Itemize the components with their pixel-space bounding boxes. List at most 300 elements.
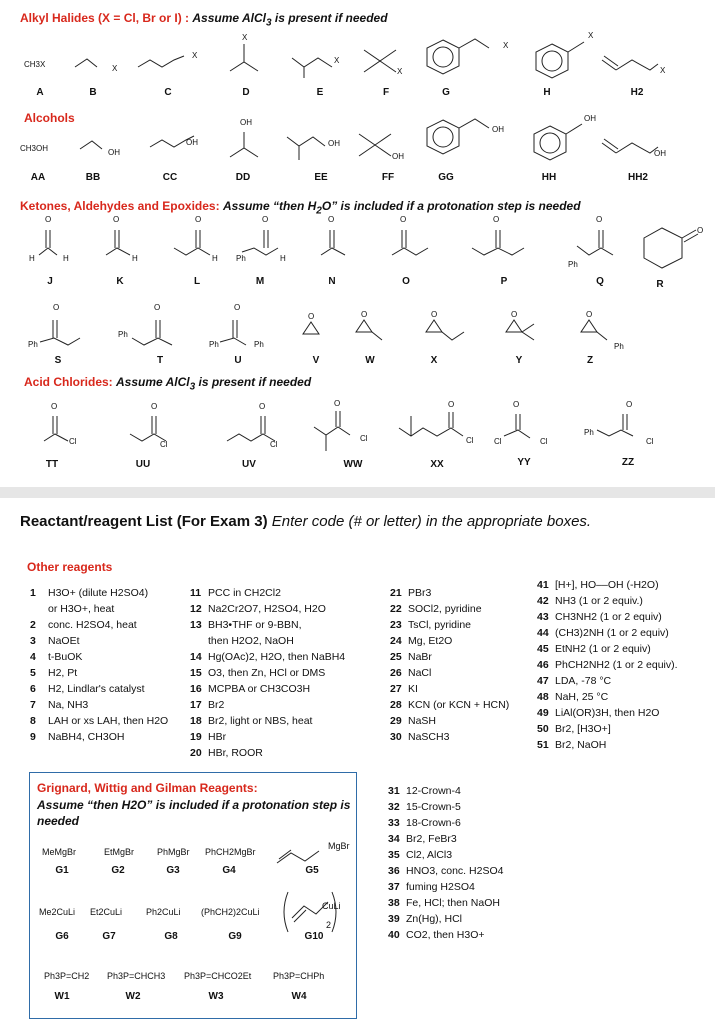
reagent-number: 34	[388, 833, 400, 845]
reagent-text: KCN (or KCN + HCN)	[408, 699, 510, 711]
reagent-item	[190, 633, 345, 649]
reagent-meMgBr: MeMgBr	[42, 847, 77, 857]
reagent-text: t-BuOK	[48, 651, 83, 663]
structure-dd	[228, 124, 268, 164]
reagent-item	[537, 689, 678, 705]
structure-b	[75, 55, 125, 75]
reagent-number: 39	[388, 913, 400, 925]
code-g9: G9	[228, 931, 242, 942]
reagent-text: CH3NH2 (1 or 2 equiv)	[555, 611, 662, 623]
acid-chlorides-heading: Acid Chlorides: Assume AlCl$_3$ is present if needed	[24, 375, 312, 393]
reagent-text: TsCl, pyridine	[408, 619, 472, 631]
structure-allyl-mgbr	[275, 845, 335, 867]
atom-o: O	[400, 215, 407, 224]
label-o: O	[402, 276, 410, 287]
reagent-item	[537, 673, 678, 689]
reagent-text: Br2, light or NBS, heat	[208, 715, 313, 727]
reagent-item	[190, 681, 345, 697]
reagent-text: Br2, FeBr3	[406, 833, 457, 845]
code-w3: W3	[208, 991, 224, 1002]
reagent-number: 14	[190, 651, 202, 663]
reagent-text: Br2	[208, 699, 225, 711]
atom-x: X	[503, 41, 509, 50]
reagent-number: 3	[30, 635, 36, 647]
reagent-number: 37	[388, 881, 400, 893]
atom-cl: Cl	[160, 440, 168, 449]
reagent-number: 2	[30, 619, 36, 631]
structure-n	[317, 222, 357, 262]
label-f: F	[382, 87, 390, 98]
reagent-item	[30, 713, 168, 729]
reagent-item	[190, 601, 345, 617]
reagent-text: NaBr	[408, 651, 432, 663]
reagent-item	[390, 601, 509, 617]
structure-g	[423, 32, 513, 82]
atom-o: O	[45, 215, 52, 224]
structure-uu	[128, 408, 178, 448]
label-k: K	[116, 276, 124, 287]
code-g10: G10	[304, 931, 324, 942]
reagent-item	[390, 665, 509, 681]
reagent-number: 9	[30, 731, 36, 743]
reagent-text: PCC in CH2Cl2	[208, 587, 281, 599]
label-yy: YY	[517, 457, 531, 468]
reagent-item	[30, 729, 168, 745]
grignard-wittig-gilman-box	[29, 772, 357, 1019]
reagent-item	[388, 847, 503, 863]
reagent-column-3	[390, 585, 509, 745]
reagent-number: 46	[537, 659, 549, 671]
code-w4: W4	[291, 991, 307, 1002]
reagent-number: 27	[390, 683, 402, 695]
reagent-item	[537, 721, 678, 737]
reagent-text: NaBH4, CH3OH	[48, 731, 125, 743]
structure-o	[390, 222, 440, 262]
label-e: E	[316, 87, 324, 98]
label-n: N	[328, 276, 336, 287]
atom-o: O	[51, 402, 58, 411]
atom-ph: Cl	[494, 437, 502, 446]
reagent-number: 16	[190, 683, 202, 695]
reagent-text: H3O+ (dilute H2SO4)	[48, 587, 149, 599]
atom-oh: OH	[584, 114, 596, 123]
reagent-item	[537, 609, 678, 625]
label-gg: GG	[438, 172, 454, 183]
reagent-item	[537, 625, 678, 641]
label-h: H	[543, 87, 551, 98]
reagent-text: NaH, 25 °C	[555, 691, 609, 703]
label-r: R	[656, 279, 664, 290]
atom-o: O	[626, 400, 633, 409]
reagent-item	[30, 633, 168, 649]
label-t: T	[156, 355, 164, 366]
reagent-text: Fe, HCl; then NaOH	[406, 897, 500, 909]
reagent-w4: Ph3P=CHPh	[273, 971, 325, 981]
atom-ph: Ph	[614, 342, 624, 351]
atom-ph: Ph	[209, 340, 219, 349]
reagent-text: fuming H2SO4	[406, 881, 475, 893]
structure-gg	[423, 112, 513, 162]
reagent-number: 25	[390, 651, 402, 663]
label-m: M	[255, 276, 265, 287]
atom-oh: OH	[492, 125, 504, 134]
reagent-number: 19	[190, 731, 202, 743]
code-g8: G8	[164, 931, 178, 942]
reagent-column-1	[30, 585, 168, 745]
reagent-number: 49	[537, 707, 549, 719]
label-ee: EE	[314, 172, 328, 183]
structure-h2	[600, 50, 670, 80]
atom-o: O	[328, 215, 335, 224]
grignard-note: Assume “then H2O” is included if a protonation step is needed	[37, 798, 351, 828]
structure-x	[420, 312, 470, 347]
reagent-text: CO2, then H3O+	[406, 929, 485, 941]
structure-j	[33, 222, 63, 262]
reagent-item	[388, 783, 503, 799]
label-q: Q	[596, 276, 604, 287]
reagent-ph2culi: Ph2CuLi	[146, 907, 181, 917]
atom-oh: OH	[654, 149, 666, 158]
reagent-item	[190, 617, 345, 633]
reagent-text: Cl2, AlCl3	[406, 849, 453, 861]
reagent-number: 41	[537, 579, 549, 591]
reagent-item	[388, 815, 503, 831]
reagent-item	[30, 617, 168, 633]
reagent-text: 15-Crown-5	[406, 801, 461, 813]
reagent-item	[537, 577, 678, 593]
code-g6: G6	[55, 931, 69, 942]
atom-x: X	[112, 64, 118, 73]
reagent-text: [H+], HO––OH (-H2O)	[555, 579, 659, 591]
reagent-number: 22	[390, 603, 402, 615]
atom-o: O	[493, 215, 500, 224]
structure-s	[38, 312, 88, 352]
label-j: J	[47, 276, 53, 287]
reagent-text: MCPBA or CH3CO3H	[208, 683, 311, 695]
reagent-number: 1	[30, 587, 36, 599]
reagent-text: NH3 (1 or 2 equiv.)	[555, 595, 643, 607]
reagent-text: NaSCH3	[408, 731, 450, 743]
reagent-column-2	[190, 585, 345, 761]
reagent-allylmgbr: MgBr	[328, 841, 350, 851]
atom-ph: Ph	[568, 260, 578, 269]
label-hh2: HH2	[627, 172, 648, 183]
label-xx: XX	[430, 459, 444, 470]
reagent-number: 26	[390, 667, 402, 679]
label-g: G	[442, 87, 450, 98]
reagent-item	[390, 617, 509, 633]
atom-o: O	[586, 310, 593, 319]
reagent-item	[537, 641, 678, 657]
atom-o: O	[195, 215, 202, 224]
reagent-number: 23	[390, 619, 402, 631]
reagent-me2culi: Me2CuLi	[39, 907, 76, 917]
structure-d	[228, 38, 268, 78]
reagent-number: 33	[388, 817, 400, 829]
cuprate-subscript: 2	[326, 920, 332, 930]
reagent-number: 32	[388, 801, 400, 813]
label-dd: DD	[235, 172, 251, 183]
reagent-text: then H2O2, NaOH	[208, 635, 294, 647]
reagent-number: 6	[30, 683, 36, 695]
reagent-text: H2, Lindlar's catalyst	[48, 683, 145, 695]
reagent-w3: Ph3P=CHCO2Et	[184, 971, 252, 981]
reagent-phch22culi: (PhCH2)2CuLi	[201, 907, 260, 917]
reagent-item	[388, 927, 503, 943]
atom-cl: Cl	[466, 436, 474, 445]
reagent-item	[190, 649, 345, 665]
reagent-text: Zn(Hg), HCl	[406, 913, 463, 925]
reagent-text: Br2, NaOH	[555, 739, 607, 751]
reagent-text: LiAl(OR)3H, then H2O	[555, 707, 660, 719]
alcohols-heading: Alcohols	[24, 111, 75, 125]
reagent-number: 29	[390, 715, 402, 727]
atom-x: X	[588, 31, 594, 40]
atom-oh: OH	[240, 118, 252, 127]
reagent-item	[388, 895, 503, 911]
reagent-number: 35	[388, 849, 400, 861]
reagent-item	[390, 633, 509, 649]
reagent-number: 21	[390, 587, 402, 599]
label-h2: H2	[630, 87, 644, 98]
reagent-text: KI	[408, 683, 418, 695]
reagent-number: 13	[190, 619, 202, 631]
reagent-number: 30	[390, 731, 402, 743]
reagent-number: 44	[537, 627, 549, 639]
reagent-item	[30, 681, 168, 697]
structure-h	[532, 36, 602, 86]
structure-ch3x: CH3X	[24, 60, 46, 69]
reagent-number: 38	[388, 897, 400, 909]
atom-o: O	[308, 312, 315, 321]
reagent-w2: Ph3P=CHCH3	[107, 971, 166, 981]
atom-o: O	[511, 310, 518, 319]
reagent-text: HNO3, conc. H2SO4	[406, 865, 504, 877]
atom-o: O	[262, 215, 269, 224]
label-ww: WW	[343, 459, 363, 470]
reagent-item	[390, 681, 509, 697]
atom-o: O	[596, 215, 603, 224]
reagent-text: BH3•THF or 9-BBN,	[208, 619, 302, 631]
label-uv: UV	[242, 459, 256, 470]
atom-cl: Cl	[540, 437, 548, 446]
atom-o: O	[259, 402, 266, 411]
reagent-item	[190, 665, 345, 681]
reagent-number: 20	[190, 747, 202, 759]
structure-ww	[310, 405, 370, 460]
reagent-item	[190, 745, 345, 761]
atom-x: X	[192, 51, 198, 60]
reagent-column-4	[537, 577, 678, 753]
atom-cl: Cl	[270, 440, 278, 449]
reagent-number: 43	[537, 611, 549, 623]
reagent-text: NaCl	[408, 667, 432, 679]
atom-o: O	[154, 303, 161, 312]
reagent-number: 17	[190, 699, 202, 711]
atom-h: H	[63, 254, 69, 263]
reagent-item	[388, 879, 503, 895]
code-w1: W1	[54, 991, 70, 1002]
atom-o: O	[53, 303, 60, 312]
label-bb: BB	[85, 172, 101, 183]
atom-x: X	[242, 33, 248, 42]
reagent-item	[388, 831, 503, 847]
reagent-number: 50	[537, 723, 549, 735]
reagent-text: LDA, -78 °C	[555, 675, 612, 687]
structure-ee	[285, 132, 345, 167]
label-a: A	[36, 87, 44, 98]
reagent-text: EtNH2 (1 or 2 equiv)	[555, 643, 651, 655]
reagent-item	[30, 601, 168, 617]
reagent-etMgBr: EtMgBr	[104, 847, 135, 857]
reagent-phch2mgbr: PhCH2MgBr	[205, 847, 256, 857]
reagent-phMgBr: PhMgBr	[157, 847, 190, 857]
reagent-text: HBr	[208, 731, 227, 743]
code-g7: G7	[102, 931, 116, 942]
atom-o: O	[697, 226, 704, 235]
atom-ph: Ph	[254, 340, 264, 349]
reagent-number: 51	[537, 739, 549, 751]
atom-ph: Ph	[28, 340, 38, 349]
alkyl-halides-heading: Alkyl Halides (X = Cl, Br or I) : Assume AlCl$_3$ is present if needed	[20, 11, 388, 29]
reagent-text: Na, NH3	[48, 699, 89, 711]
atom-cl: Cl	[646, 437, 654, 446]
label-l: L	[193, 276, 201, 287]
reagent-item	[537, 737, 678, 753]
label-x: X	[430, 355, 438, 366]
reagent-number: 48	[537, 691, 549, 703]
label-z: Z	[586, 355, 594, 366]
reagent-number: 24	[390, 635, 402, 647]
atom-h: H	[29, 254, 35, 263]
atom-h: H	[212, 254, 218, 263]
section-divider	[0, 487, 715, 498]
code-w2: W2	[125, 991, 141, 1002]
reagent-list-title: Reactant/reagent List (For Exam 3) Enter code (# or letter) in the appropriate boxes.	[20, 513, 592, 530]
label-d: D	[242, 87, 250, 98]
label-v: V	[312, 355, 320, 366]
reagent-text: Hg(OAc)2, H2O, then NaBH4	[208, 651, 346, 663]
structure-y	[500, 312, 550, 347]
structure-f	[360, 44, 410, 84]
reagent-item	[30, 697, 168, 713]
reagent-number: 15	[190, 667, 202, 679]
reagent-item	[388, 863, 503, 879]
reagent-item	[390, 713, 509, 729]
code-g3: G3	[166, 865, 180, 876]
label-aa: AA	[30, 172, 46, 183]
atom-h: H	[132, 254, 138, 263]
atom-o: O	[448, 400, 455, 409]
atom-oh: OH	[328, 139, 340, 148]
reagent-text: NaOEt	[48, 635, 80, 647]
atom-ph: Ph	[584, 428, 594, 437]
reagent-item	[388, 799, 503, 815]
label-c: C	[164, 87, 172, 98]
structure-t	[130, 312, 190, 352]
reagent-item	[30, 665, 168, 681]
reagent-number: 11	[190, 587, 202, 599]
reagent-text: H2, Pt	[48, 667, 78, 679]
label-zz: ZZ	[621, 457, 635, 468]
atom-ph: Ph	[236, 254, 246, 263]
code-g2: G2	[111, 865, 125, 876]
reagent-item	[30, 585, 168, 601]
structure-hh2	[600, 133, 670, 163]
reagent-column-5	[388, 783, 503, 943]
structure-p	[470, 222, 540, 262]
code-g4: G4	[222, 865, 236, 876]
code-g1: G1	[55, 865, 69, 876]
atom-o: O	[234, 303, 241, 312]
other-reagents-heading: Other reagents	[27, 560, 113, 574]
reagent-number: 28	[390, 699, 402, 711]
structure-w	[350, 312, 390, 347]
label-uu: UU	[135, 459, 151, 470]
reagent-number: 12	[190, 603, 202, 615]
reagent-text: Br2, [H3O+]	[555, 723, 611, 735]
reagent-item	[390, 697, 509, 713]
reagent-item	[390, 585, 509, 601]
reagent-text: SOCl2, pyridine	[408, 603, 482, 615]
atom-o: O	[113, 215, 120, 224]
reagent-item	[537, 593, 678, 609]
label-hh: HH	[541, 172, 557, 183]
reagent-text: LAH or xs LAH, then H2O	[48, 715, 169, 727]
reagent-text: 18-Crown-6	[406, 817, 461, 829]
atom-cl: Cl	[360, 434, 368, 443]
reagent-item	[190, 697, 345, 713]
label-w: W	[365, 355, 375, 366]
reagent-text: O3, then Zn, HCl or DMS	[208, 667, 326, 679]
reagent-number: 45	[537, 643, 549, 655]
reagent-text: PBr3	[408, 587, 432, 599]
reagent-item	[390, 649, 509, 665]
reagent-number: 18	[190, 715, 202, 727]
reagent-item	[390, 729, 509, 745]
atom-x: X	[397, 67, 403, 76]
reagent-item	[190, 585, 345, 601]
ketones-heading: Ketones, Aldehydes and Epoxides: Assume “then $H_2O$” is included if a protonation step is needed	[20, 199, 581, 217]
structure-hh	[530, 118, 600, 168]
reagent-number: 5	[30, 667, 36, 679]
atom-oh: OH	[392, 152, 404, 161]
atom-x: X	[334, 56, 340, 65]
reagent-item	[190, 713, 345, 729]
grignard-heading: Grignard, Wittig and Gilman Reagents:	[37, 781, 258, 795]
structure-q	[575, 222, 625, 262]
reagent-item	[30, 649, 168, 665]
label-u: U	[234, 355, 242, 366]
atom-o: O	[361, 310, 368, 319]
reagent-diallylcuprate: CuLi	[322, 901, 341, 911]
label-y: Y	[515, 355, 523, 366]
reagent-number: 7	[30, 699, 36, 711]
atom-x: X	[660, 66, 666, 75]
atom-o: O	[151, 402, 158, 411]
reagent-text: 12-Crown-4	[406, 785, 461, 797]
atom-ph: Ph	[118, 330, 128, 339]
atom-o: O	[334, 399, 341, 408]
code-g5: G5	[305, 865, 319, 876]
label-p: P	[500, 276, 508, 287]
structure-z	[575, 312, 615, 347]
atom-cl: Cl	[69, 437, 77, 446]
reagent-text: NaSH	[408, 715, 437, 727]
atom-oh: OH	[108, 148, 120, 157]
reagent-number: 4	[30, 651, 36, 663]
reagent-number: 40	[388, 929, 400, 941]
